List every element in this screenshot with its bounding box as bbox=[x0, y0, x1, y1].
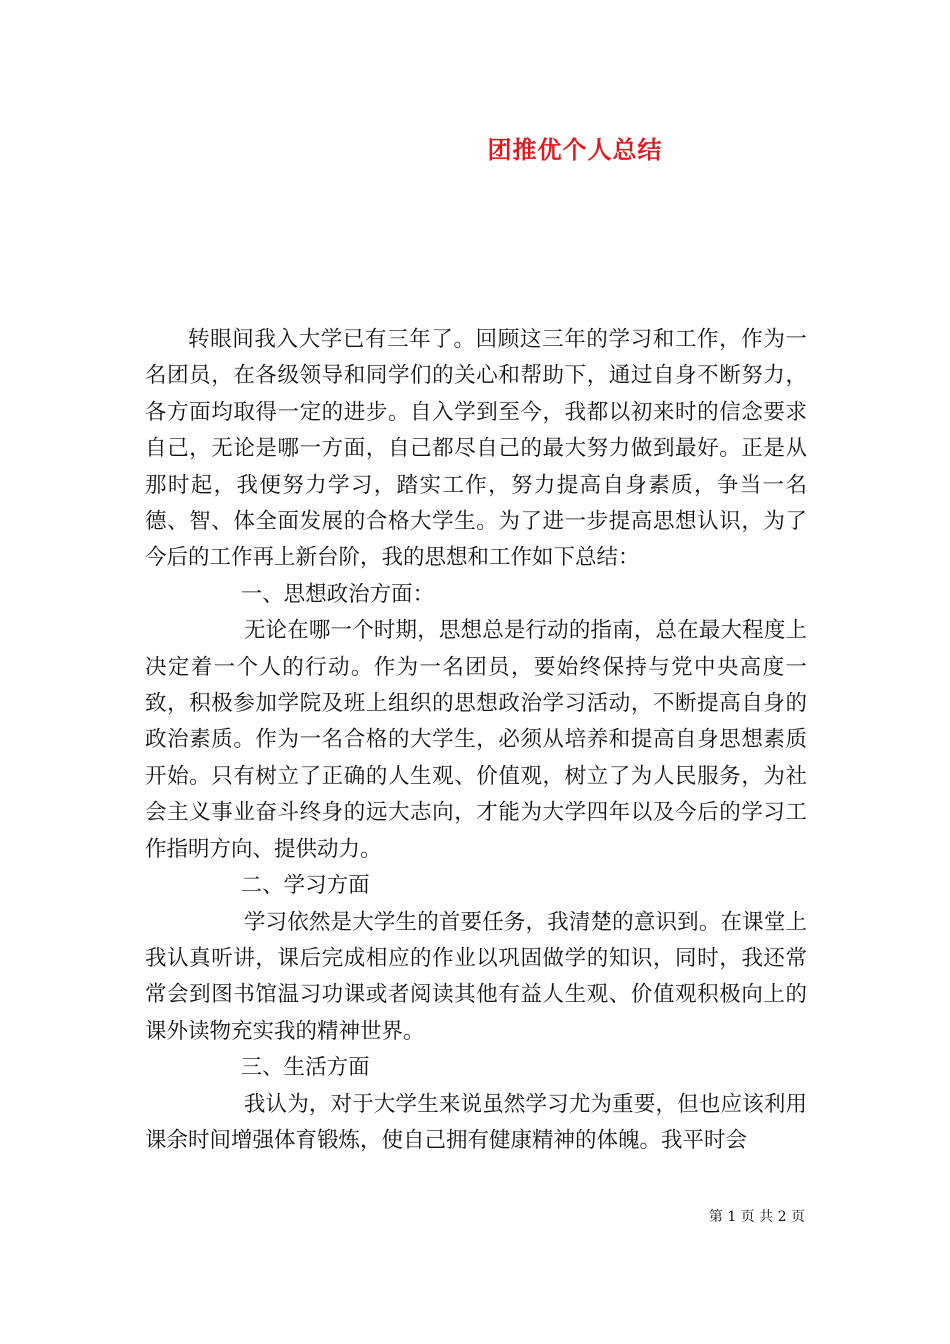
section-text-study: 学习依然是大学生的首要任务，我清楚的意识到。在课堂上我认真听讲，课后完成相应的作业以巩固做学的知识，同时，我还常常会到图书馆温习功课或者阅读其他有益人生观、价值观积极向上的课外读物充实我的精神世界。 bbox=[145, 909, 807, 1044]
page-title: 团推优个人总结 bbox=[487, 136, 663, 164]
intro-paragraph: 转眼间我入大学已有三年了。回顾这三年的学习和工作，作为一名团员，在各级领导和同学们的关心和帮助下，通过自身不断努力，各方面均取得一定的进步。自入学到至今，我都以初来时的信念要求自己，无论是哪一方面，自己都尽自己的最大努力做到最好。正是从那时起，我便努力学习，踏实工作，努力提高自身素质，争当一名德、智、体全面发展的合格大学生。为了进一步提高思想认识，为了今后的工作再上新台阶，我的思想和工作如下总结： bbox=[145, 327, 807, 571]
section-heading-study: 二、学习方面 bbox=[240, 873, 370, 899]
section-heading-politics: 一、思想政治方面： bbox=[240, 581, 435, 607]
section-heading-life: 三、生活方面 bbox=[240, 1055, 370, 1081]
section-text-politics: 无论在哪一个时期，思想总是行动的指南，总在最大程度上决定着一个人的行动。作为一名团员，要始终保持与党中央高度一致，积极参加学院及班上组织的思想政治学习活动，不断提高自身的政治素质。作为一名合格的大学生，必须从培养和提高自身思想素质开始。只有树立了正确的人生观、价值观，树立了为人民服务，为社会主义事业奋斗终身的远大志向，才能为大学四年以及今后的学习工作指明方向、提供动力。 bbox=[145, 618, 807, 862]
page-number-footer: 第 1 页 共 2 页 bbox=[708, 1209, 805, 1225]
document-body bbox=[145, 322, 807, 1159]
section-text-life: 我认为，对于大学生来说虽然学习尤为重要，但也应该利用课余时间增强体育锻炼，使自己拥有健康精神的体魄。我平时会 bbox=[145, 1091, 807, 1153]
